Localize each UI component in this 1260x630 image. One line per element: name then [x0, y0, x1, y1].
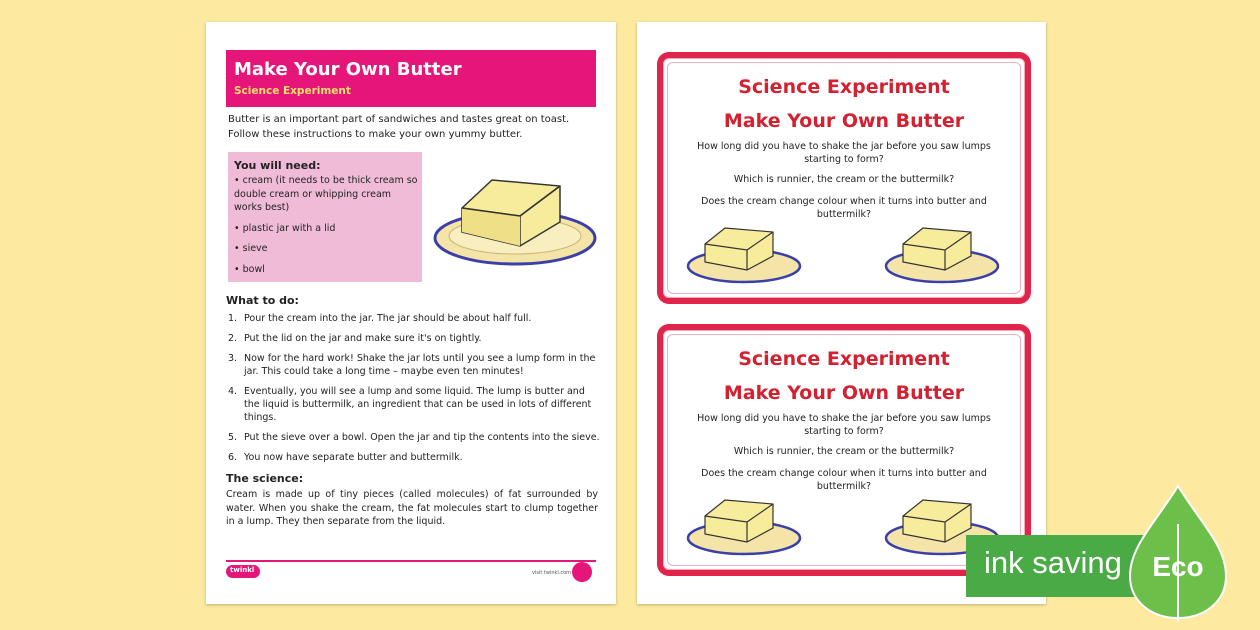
ink-saving-label: ink saving: [984, 545, 1122, 580]
card-question: Which is runnier, the cream or the buttermilk?: [733, 446, 955, 457]
eco-leaf-text: Eco: [1152, 551, 1204, 582]
step-text: Pour the cream into the jar. The jar should be about half full.: [244, 313, 532, 324]
step-text: Put the sieve over a bowl. Open the jar and tip the contents into the sieve.: [244, 432, 600, 443]
logo-text: twinkl: [230, 566, 255, 574]
instruction-sheet: [206, 22, 616, 604]
step-text: Eventually, you will see a lump and some liquid. The lump is butter and the liquid is buttermilk, an ingredient that can be used in lots of different things.: [244, 386, 592, 423]
card-question: Does the cream change colour when it turns into butter and buttermilk?: [701, 196, 987, 220]
step-text: Put the lid on the jar and make sure it's on tightly.: [244, 333, 482, 344]
step-number: 6.: [228, 452, 238, 463]
equipment-list: [234, 174, 418, 283]
list-item: [228, 451, 600, 464]
list-item: • cream (it needs to be thick cream so double cream or whipping cream works best): [234, 175, 418, 213]
list-item: • sieve: [234, 243, 268, 254]
you-will-need-heading: You will need:: [234, 159, 321, 172]
butter-dish-icon: [685, 494, 803, 556]
list-item: [228, 352, 600, 378]
butter-dish-icon: [883, 222, 1001, 284]
page-title: Make Your Own Butter: [234, 59, 462, 80]
science-text: Cream is made up of tiny pieces (called molecules) of fat surrounded by water. When you shake the cream, the fat molecules start to clump together in a lump. They then separate from the liquid.: [226, 489, 598, 527]
twinkl-logo: [226, 565, 260, 578]
card-subtitle: Make Your Own Butter: [723, 382, 965, 404]
you-will-need-box: [228, 152, 422, 282]
butter-dish-icon: [685, 222, 803, 284]
card-question: Which is runnier, the cream or the buttermilk?: [733, 174, 955, 185]
step-text: You now have separate butter and buttermilk.: [244, 452, 463, 463]
list-item: • bowl: [234, 263, 265, 275]
question-cards-sheet: [637, 22, 1046, 604]
step-number: 2.: [228, 333, 238, 344]
footer-url: visit twinkl.com: [532, 570, 572, 576]
question-card: [657, 52, 1031, 304]
card-question: How long did you have to shake the jar before you saw lumps starting to form?: [697, 413, 991, 437]
step-number: 4.: [228, 386, 238, 397]
page-subtitle: Science Experiment: [234, 85, 351, 97]
intro-text: Butter is an important part of sandwiches and tastes great on toast. Follow these instructions to make your own yummy butter.: [228, 114, 570, 140]
title-bar: [226, 50, 596, 107]
step-number: 1.: [228, 313, 238, 324]
card-title: Science Experiment: [738, 348, 950, 370]
step-text: Now for the hard work! Shake the jar lots until you see a lump form in the jar. This could take a long time – maybe even ten minutes!: [244, 353, 596, 377]
list-item: [228, 431, 600, 444]
step-number: 3.: [228, 353, 238, 364]
card-question: How long did you have to shake the jar before you saw lumps starting to form?: [697, 141, 991, 165]
list-item: [228, 332, 600, 345]
card-title: Science Experiment: [738, 76, 950, 98]
what-to-do-heading: What to do:: [226, 294, 299, 307]
butter-dish-icon: [432, 170, 598, 268]
list-item: [228, 385, 600, 424]
list-item: [228, 312, 600, 325]
footer-divider: [226, 560, 596, 562]
science-heading: The science:: [226, 472, 304, 485]
steps-list: [228, 312, 600, 471]
card-subtitle: Make Your Own Butter: [723, 110, 965, 132]
step-number: 5.: [228, 432, 238, 443]
eco-leaf-icon: [1128, 484, 1228, 624]
list-item: • plastic jar with a lid: [234, 222, 336, 234]
card-question: Does the cream change colour when it turns into butter and buttermilk?: [701, 468, 987, 492]
footer-badge-icon: [572, 562, 592, 582]
